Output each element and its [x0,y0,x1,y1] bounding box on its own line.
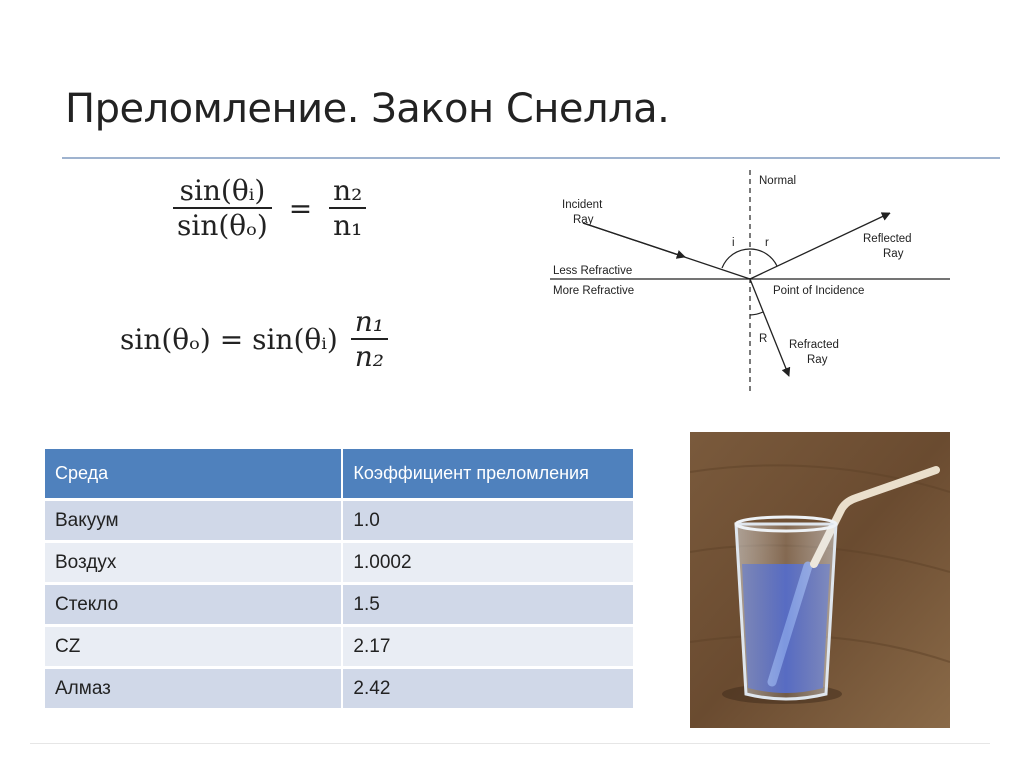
angle-r-arc [750,249,777,266]
sine-output: sin(θₒ) [177,209,268,242]
index-cell: 1.0 [343,498,633,540]
slide-title: Преломление. Закон Снелла. [65,86,670,132]
index-cell: 2.42 [343,666,633,708]
angle-R-label: R [759,333,768,345]
normal-label: Normal [759,175,797,187]
reflected-label-1: Reflected [863,233,912,245]
angle-i-arc [722,249,750,268]
header-refractive-index: Коэффициент преломления [343,449,633,498]
medium-cell: Вакуум [45,498,343,540]
refracted-label-2: Ray [807,354,828,366]
table-header-row [45,449,633,498]
incident-label-2: Ray [573,214,594,226]
glass [736,524,836,699]
point-of-incidence-label: Point of Incidence [773,285,865,297]
formula-lhs: sin(θₒ) = sin(θᵢ) [120,322,338,356]
equals-sign: = [288,191,313,225]
refractive-index-table [45,449,633,708]
reflected-ray [750,213,890,279]
table-row [45,624,633,666]
index-cell: 1.5 [343,582,633,624]
incident-label-1: Incident [562,199,603,211]
index-n1: n₁ [354,305,384,338]
table-row [45,498,633,540]
index-cell: 1.0002 [343,540,633,582]
angle-R-arc [750,312,763,315]
refraction-diagram [545,165,955,397]
index-ratio-fraction [329,174,366,242]
table-row [45,582,633,624]
index-cell: 2.17 [343,624,633,666]
medium-cell: Воздух [45,540,343,582]
index-n1: n₁ [333,209,363,242]
angle-i-label: i [732,237,735,249]
table-row [45,540,633,582]
index-ratio-fraction [351,305,388,373]
footer-divider [30,743,990,744]
angle-r-label: r [765,237,769,249]
medium-cell: Алмаз [45,666,343,708]
snell-law-formula [173,174,366,242]
title-divider [62,157,1000,159]
refraction-angle-formula [120,305,388,373]
glass-with-straw-photo [690,432,950,728]
incident-arrow [583,223,685,257]
more-refractive-label: More Refractive [553,285,635,297]
index-n2: n₂ [333,174,363,207]
refracted-label-1: Refracted [789,339,839,351]
medium-cell: Стекло [45,582,343,624]
table-row [45,666,633,708]
index-n2: n₂ [354,340,384,373]
medium-cell: CZ [45,624,343,666]
header-medium: Среда [45,449,343,498]
sine-ratio-fraction [173,174,272,242]
sine-incidence: sin(θᵢ) [179,174,266,207]
less-refractive-label: Less Refractive [553,265,633,277]
reflected-label-2: Ray [883,248,904,260]
